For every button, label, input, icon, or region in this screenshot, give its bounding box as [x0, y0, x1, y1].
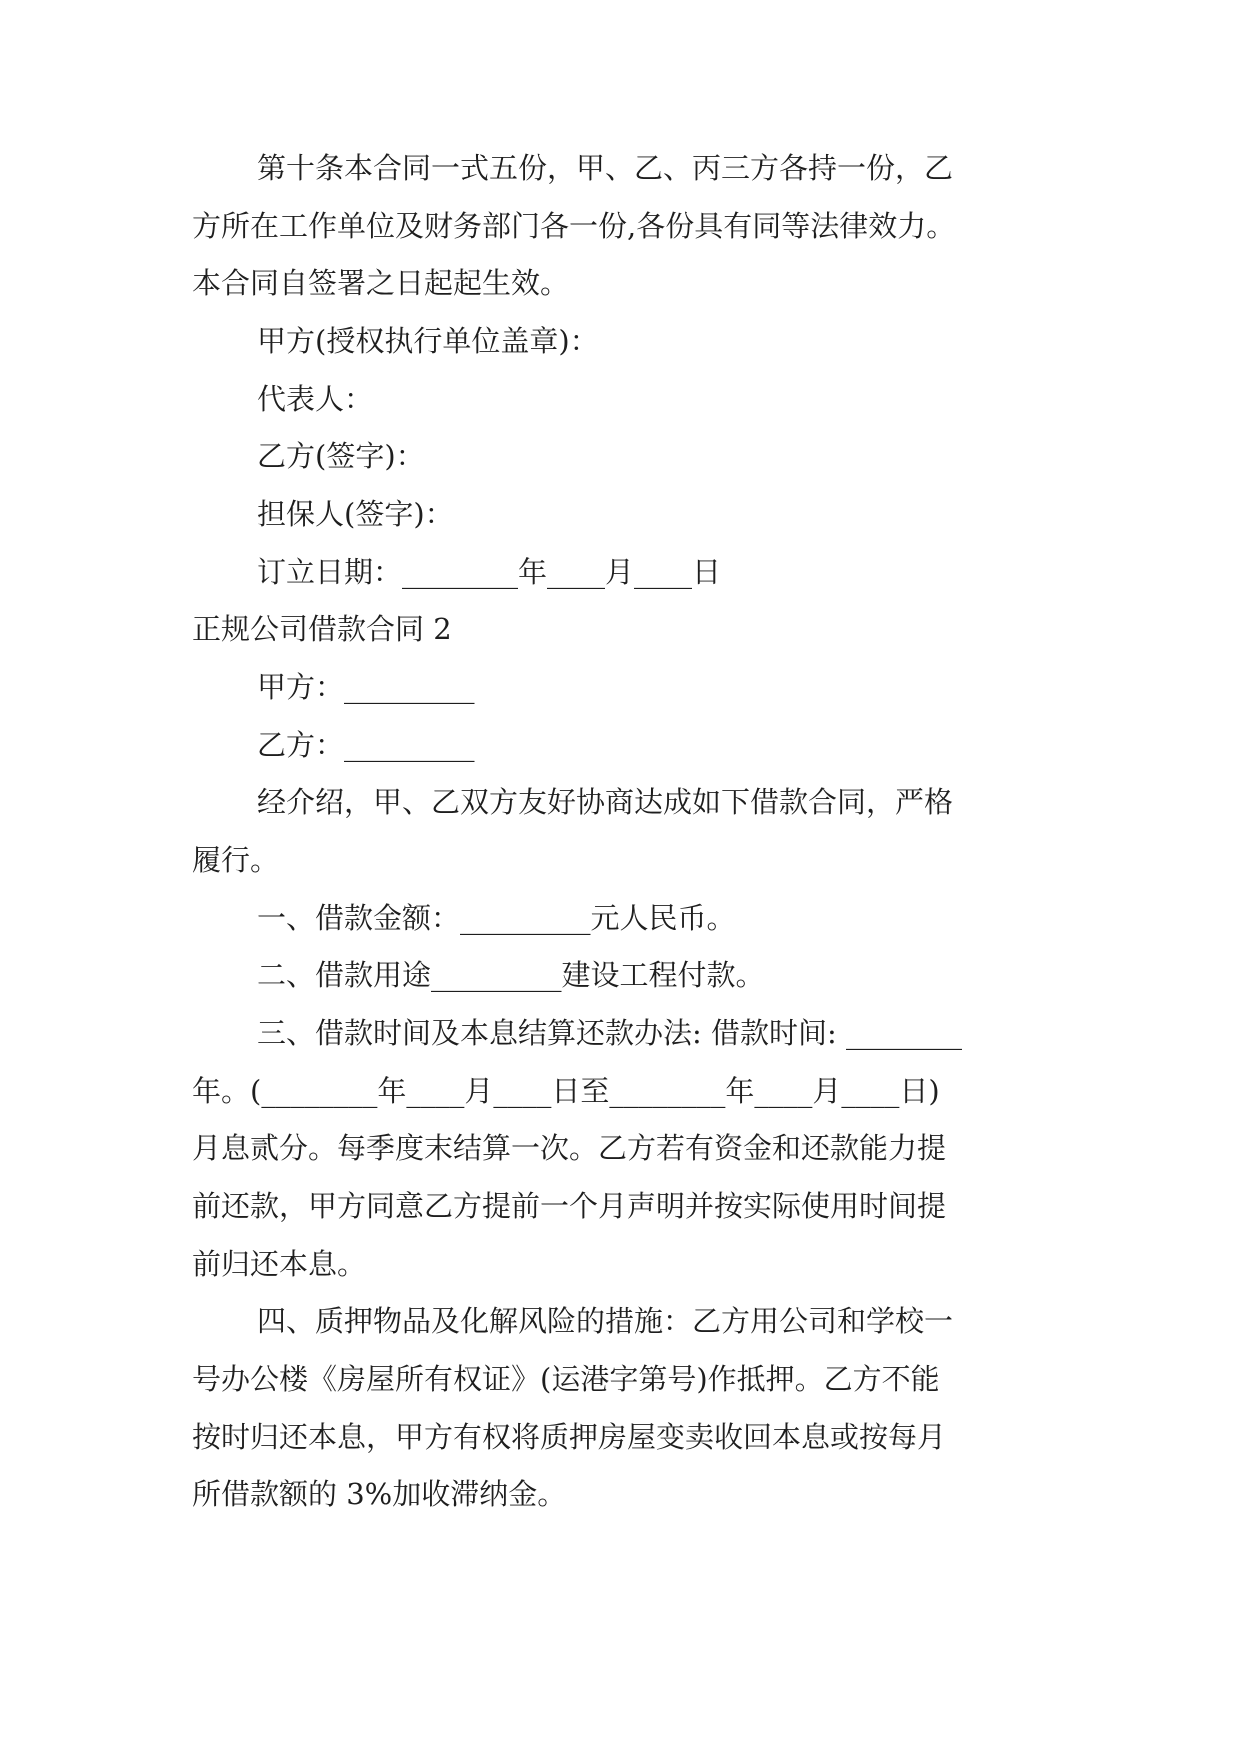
- paragraph-line: 乙方(签字)：: [257, 439, 425, 473]
- paragraph-line: 履行。: [192, 843, 280, 877]
- paragraph-line: 订立日期：________年____月____日: [257, 555, 722, 589]
- paragraph-line: 所借款额的 3%加收滞纳金。: [192, 1477, 567, 1511]
- paragraph-line: 代表人：: [257, 382, 374, 416]
- section-title: 正规公司借款合同 2: [192, 612, 452, 646]
- paragraph-line: 年。(________年____月____日至________年____月____日): [192, 1074, 940, 1108]
- paragraph-line: 本合同自签署之日起起生效。: [192, 266, 570, 300]
- paragraph-line: 前还款，甲方同意乙方提前一个月声明并按实际使用时间提: [192, 1189, 947, 1223]
- paragraph-line: 甲方：_________: [257, 670, 475, 704]
- paragraph-line: 第十条本合同一式五份，甲、乙、丙三方各持一份，乙: [257, 151, 954, 185]
- paragraph-line: 三、借款时间及本息结算还款办法: 借款时间: ________: [257, 1016, 962, 1050]
- paragraph-line: 担保人(签字)：: [257, 497, 454, 531]
- paragraph-line: 经介绍，甲、乙双方友好协商达成如下借款合同，严格: [257, 785, 954, 819]
- paragraph-line: 四、质押物品及化解风险的措施：乙方用公司和学校一: [257, 1304, 954, 1338]
- paragraph-line: 方所在工作单位及财务部门各一份,各份具有同等法律效力。: [192, 209, 956, 243]
- paragraph-line: 一、借款金额：_________元人民币。: [257, 901, 736, 935]
- paragraph-line: 月息贰分。每季度末结算一次。乙方若有资金和还款能力提: [192, 1131, 947, 1165]
- paragraph-line: 乙方：_________: [257, 728, 475, 762]
- paragraph-line: 前归还本息。: [192, 1247, 367, 1281]
- paragraph-line: 甲方(授权执行单位盖章)：: [257, 324, 599, 358]
- paragraph-line: 号办公楼《房屋所有权证》(运港字第号)作抵押。乙方不能: [192, 1362, 940, 1396]
- paragraph-line: 二、借款用途_________建设工程付款。: [257, 958, 765, 992]
- paragraph-line: 按时归还本息，甲方有权将质押房屋变卖收回本息或按每月: [192, 1420, 947, 1454]
